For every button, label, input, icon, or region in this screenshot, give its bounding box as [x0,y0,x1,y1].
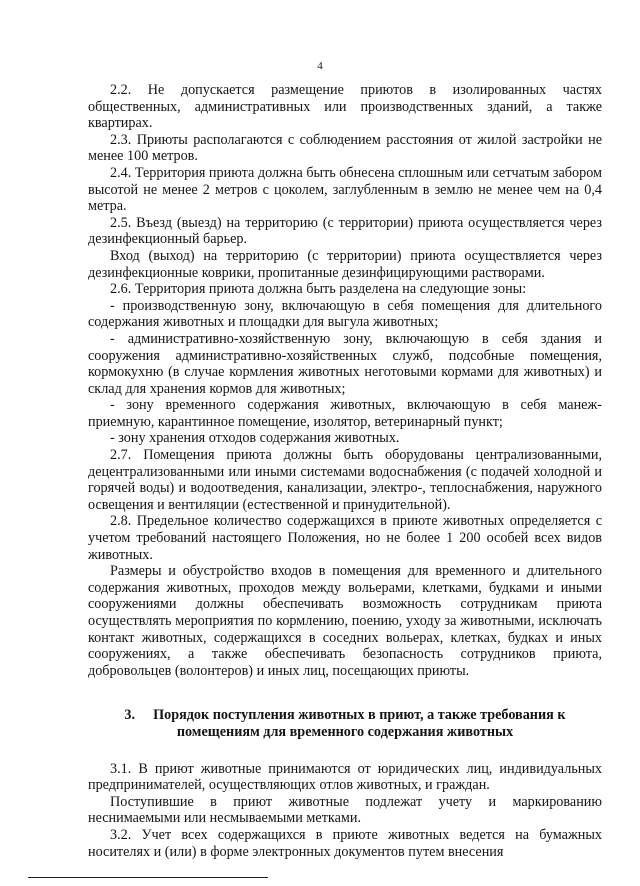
paragraph-2-3: 2.3. Приюты располагаются с соблюдением расстояния от жилой застройки не менее 100 метров. [88,131,602,165]
list-item-admin-zone: - административно-хозяйственную зону, включающую в себя здания и сооружения административно-хозяйственных служб, подсобные помещения, кормокухню (в случае кормления животных неготовыми кормами для животных) и склад для хранения кормов для животных; [88,330,602,397]
list-item-waste-zone: - зону хранения отходов содержания животных. [110,430,400,447]
paragraph-3-2: 3.2. Учет всех содержащихся в приюте животных ведется на бумажных носителях и (или) в форме электронных документов путем внесения [88,826,602,860]
paragraph-2-8: 2.8. Предельное количество содержащихся в приюте животных определяется с учетом требований настоящего Положения, но не более 1 200 особей всех видов животных. [88,513,602,563]
list-item-temporary-zone: - зону временного содержания животных, включающую в себя манеж-приемную, карантинное помещение, изолятор, ветеринарный пункт; [88,397,602,430]
paragraph-dimensions: Размеры и обустройство входов в помещения для временного и длительного содержания животных, проходов между вольерами, клетками, будками и иными сооружениями должны обеспечивать возможность сотрудникам приюта осуществлять мероприятия по кормлению, поению, уходу за животными, исключать контакт животных, содержащихся в соседних вольерах, клетках, будках и иных сооружениях, а также обеспечивать безопасность сотрудников приюта, добровольцев (волонтеров) и иных лиц, посещающих приюты. [88,563,602,679]
paragraph-3-1: 3.1. В приют животные принимаются от юридических лиц, индивидуальных предпринимателей, осуществляющих отлов животных, и граждан. [88,760,602,794]
paragraph-2-6: 2.6. Территория приюта должна быть разделена на следующие зоны: [110,281,527,298]
paragraph-2-7: 2.7. Помещения приюта должны быть оборудованы централизованными, децентрализованными или иными системами водоснабжения (с подачей холодной и горячей воды) и водоотведения, канализации, электро-, теплоснабжения, наружного освещения и вентиляции (естественной и принудительной). [88,447,602,513]
section-number: 3. [124,707,136,724]
paragraph-2-2: 2.2. Не допускается размещение приютов в изолированных частях общественных, административных или производственных зданий, а также квартирах. [88,82,602,132]
document-body [88,82,602,860]
paragraph-entry-exit: Вход (выход) на территорию (с территории) приюта осуществляется через дезинфекционные коврики, пропитанные дезинфицирующими растворами. [88,247,602,281]
paragraph-2-4: 2.4. Территория приюта должна быть обнесена сплошным или сетчатым забором высотой не менее 2 метров с цоколем, заглубленным в землю не менее чем на 0,4 метра. [88,164,602,215]
page-number: 4 [317,60,323,72]
paragraph-2-5: 2.5. Въезд (выезд) на территорию (с территории) приюта осуществляется через дезинфекционный барьер. [88,214,602,248]
paragraph-marking: Поступившие в приют животные подлежат учету и маркированию неснимаемыми или несмываемыми метками. [88,793,602,827]
list-item-production-zone: - производственную зону, включающую в себя помещения для длительного содержания животных и площадки для выгула животных; [88,297,602,331]
section-title: Порядок поступления животных в приют, а также требования к помещениям для временного содержания животных [153,707,566,740]
section-heading [96,707,594,740]
footer-rule [28,877,268,878]
